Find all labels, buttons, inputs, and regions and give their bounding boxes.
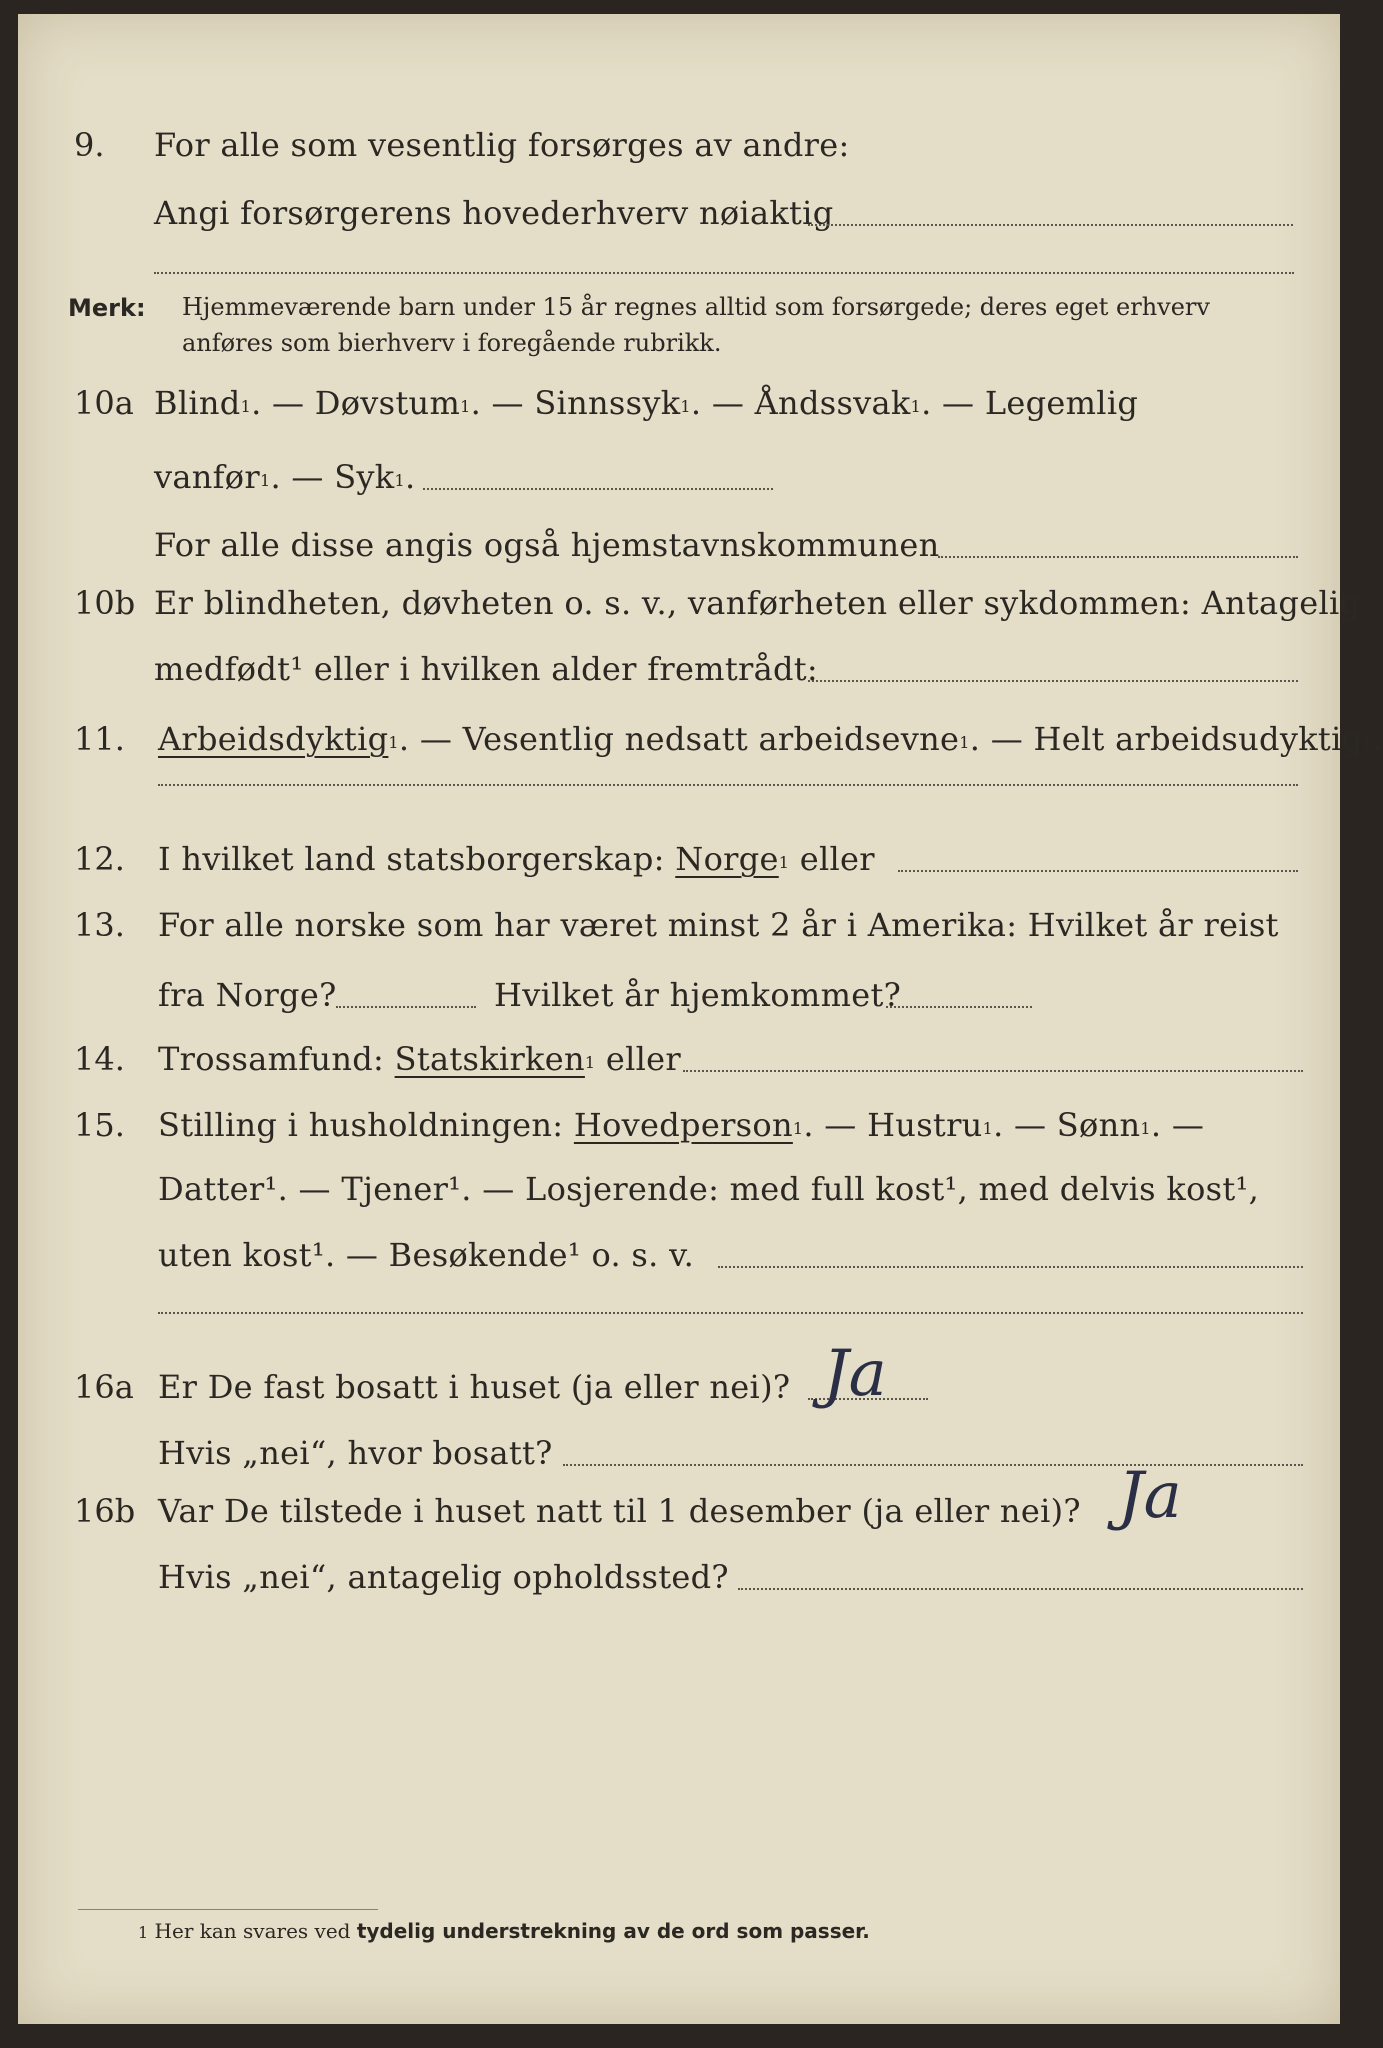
- selected-option-arbeidsdyktig: Arbeidsdyktig: [158, 720, 389, 758]
- item-14-row: [18, 1036, 1340, 1082]
- item-9-answer-line[interactable]: [808, 224, 1293, 226]
- item-15-extra-line[interactable]: [158, 1312, 1303, 1314]
- item-10a-line3: For alle disse angis også hjemstavnskommunen: [154, 526, 940, 564]
- item-number: 16b: [74, 1492, 136, 1530]
- item-15-row2: [18, 1166, 1340, 1212]
- item-number: 16a: [74, 1368, 134, 1406]
- item-10a-answer-line[interactable]: [423, 488, 773, 490]
- selected-option-hovedperson: Hovedperson: [573, 1106, 793, 1144]
- item-9-line2: Angi forsørgerens hovederhverv nøiaktig: [154, 194, 834, 232]
- item-10a-commune-line[interactable]: [938, 556, 1298, 558]
- item-16b-line1: Var De tilstede i huset natt til 1 desember (ja eller nei)?: [158, 1492, 1081, 1530]
- item-number: 10b: [74, 584, 136, 622]
- item-number: 13.: [74, 906, 125, 944]
- item-16a-residence-line[interactable]: [563, 1464, 1303, 1466]
- item-number: 10a: [74, 384, 134, 422]
- item-16b-line2: Hvis „nei“, antagelig opholdssted?: [158, 1558, 729, 1596]
- item-10b-row2: [18, 646, 1340, 692]
- item-16a-line1: Er De fast bosatt i huset (ja eller nei)?: [158, 1368, 791, 1406]
- census-form-page: [18, 14, 1383, 2024]
- item-10a-row1: [18, 380, 1340, 426]
- item-9-row2: [18, 190, 1340, 236]
- item-16b-location-line[interactable]: [738, 1588, 1303, 1590]
- item-10a-line2: vanfør$^1$. — Syk$^1$.: [154, 458, 416, 496]
- item-15-row3: [18, 1232, 1340, 1278]
- item-10b-line2: medfødt¹ eller i hvilken alder fremtrådt:: [154, 650, 818, 688]
- merk-line2: anføres som bierhverv i foregående rubrikk.: [182, 329, 722, 357]
- item-number: 15.: [74, 1106, 125, 1144]
- item-15-line1: Stilling i husholdningen: Hovedperson$^1$. — Hustru$^1$. — Sønn$^1$. —: [158, 1106, 1205, 1144]
- item-13-departure-line[interactable]: [336, 1006, 476, 1008]
- item-13-line2b: Hvilket år hjemkommet?: [494, 976, 902, 1014]
- item-9-line1: For alle som vesentlig forsørges av andre:: [154, 126, 850, 164]
- item-number: 9.: [74, 126, 105, 164]
- item-12-text: I hvilket land statsborgerskap: Norge$^1$ eller: [158, 840, 875, 878]
- item-number: 14.: [74, 1040, 125, 1078]
- item-10a-row2: [18, 454, 1340, 500]
- footnote-text-bold: tydelig understrekning av de ord som passer.: [356, 1919, 870, 1943]
- item-number: 12.: [74, 840, 125, 878]
- footnote-divider: [78, 1909, 378, 1910]
- item-14-text: Trossamfund: Statskirken$^1$ eller: [158, 1040, 682, 1078]
- merk-label: Merk:: [68, 294, 146, 322]
- item-11-options: Arbeidsdyktig$^1$. — Vesentlig nedsatt arbeidsevne$^1$. — Helt arbeidsudyktig$^1$.: [158, 720, 1383, 758]
- merk-note: [18, 290, 1340, 370]
- item-9-row1: [18, 122, 1340, 168]
- item-11-row: [18, 716, 1383, 762]
- selected-option-statskirken: Statskirken: [394, 1040, 585, 1078]
- item-number: 11.: [74, 720, 125, 758]
- item-16b-row1: [18, 1459, 1340, 1534]
- item-10b-answer-line[interactable]: [808, 680, 1298, 682]
- item-13-return-line[interactable]: [886, 1006, 1032, 1008]
- item-15-line2: Datter¹. — Tjener¹. — Losjerende: med full kost¹, med delvis kost¹,: [158, 1170, 1260, 1208]
- item-9-extra-line[interactable]: [154, 272, 1294, 274]
- footnote-text-plain: Her kan svares ved: [154, 1919, 351, 1943]
- item-15-answer-line[interactable]: [718, 1266, 1303, 1268]
- item-16b-row2: [18, 1554, 1340, 1600]
- item-16a-row1: [18, 1337, 1340, 1411]
- item-16a-handwritten-answer: Ja: [823, 1337, 887, 1411]
- item-15-row1: [18, 1102, 1340, 1148]
- item-16a-line2: Hvis „nei“, hvor bosatt?: [158, 1434, 553, 1472]
- footnote-mark: 1: [138, 1923, 149, 1942]
- item-13-line1: For alle norske som har været minst 2 år i Amerika: Hvilket år reist: [158, 906, 1279, 944]
- item-10a-row3: [18, 522, 1340, 568]
- item-11-extra-line[interactable]: [158, 784, 1298, 786]
- item-10b-line1: Er blindheten, døvheten o. s. v., vanførheten eller sykdommen: Antagelig: [154, 584, 1361, 622]
- item-15-line3: uten kost¹. — Besøkende¹ o. s. v.: [158, 1236, 695, 1274]
- item-13-line2a: fra Norge?: [158, 976, 337, 1014]
- footnote: [138, 1919, 870, 1943]
- item-14-answer-line[interactable]: [683, 1070, 1303, 1072]
- item-13-row1: [18, 902, 1340, 948]
- merk-line1: Hjemmeværende barn under 15 år regnes alltid som forsørgede; deres eget erhverv: [182, 293, 1210, 321]
- item-12-row: [18, 836, 1340, 882]
- selected-option-norge: Norge: [675, 840, 779, 878]
- item-16b-handwritten-answer: Ja: [1118, 1459, 1182, 1533]
- item-10a-line1: Blind$^1$. — Døvstum$^1$. — Sinnssyk$^1$. — Åndssvak$^1$. — Legemlig: [154, 384, 1139, 422]
- item-10b-row1: [18, 580, 1361, 626]
- item-12-answer-line[interactable]: [898, 870, 1298, 872]
- item-13-row2: [18, 972, 1340, 1018]
